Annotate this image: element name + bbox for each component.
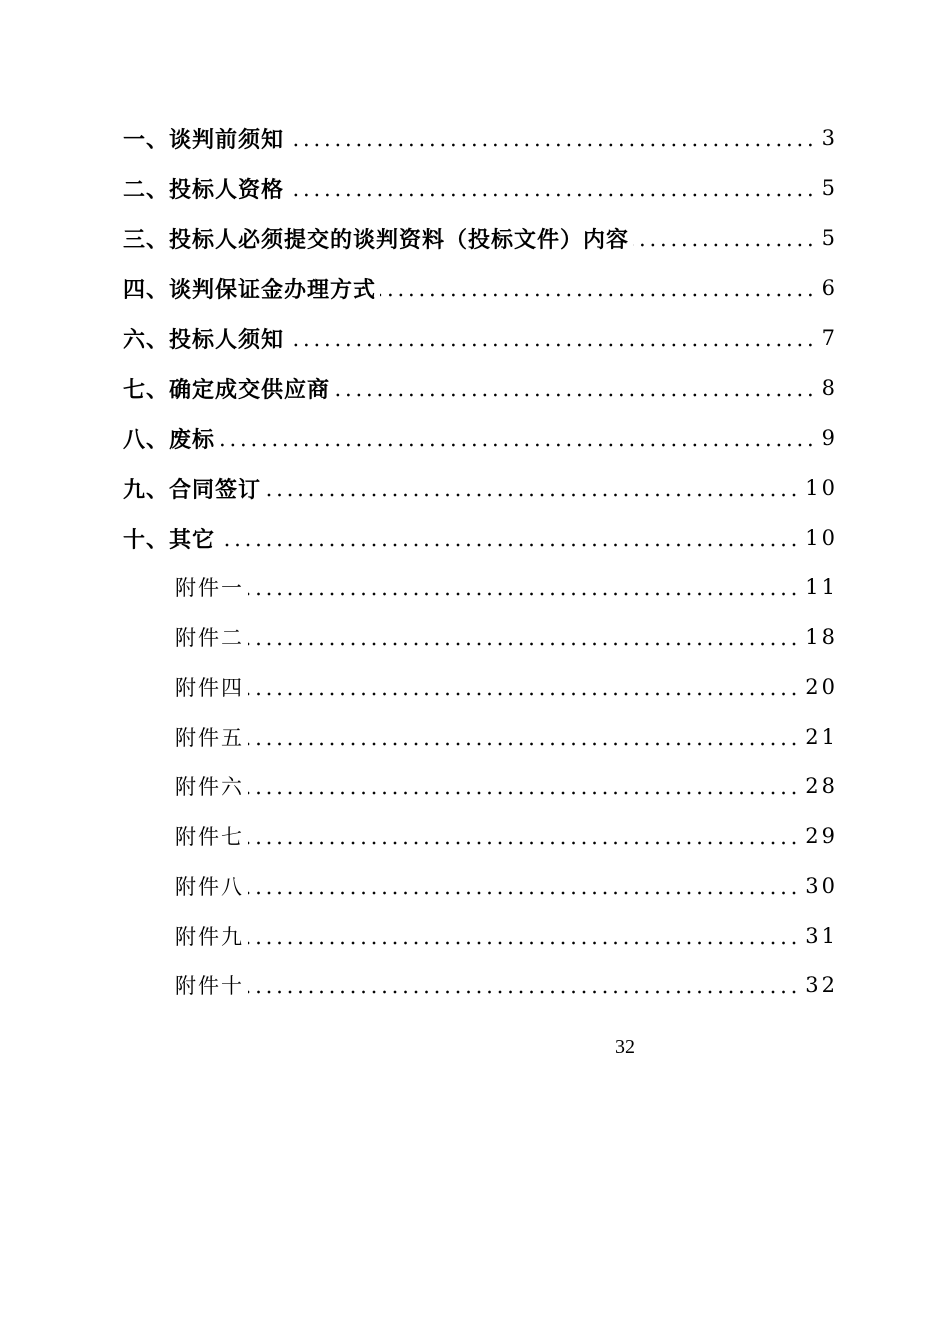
toc-dot-leader [248,642,799,646]
toc-dot-leader [288,143,816,147]
toc-dot-leader [248,891,799,895]
toc-entry-page: 18 [805,625,838,649]
toc-entry-title: 附件一 [175,576,244,600]
toc-dot-leader [288,343,816,347]
toc-entry[interactable] [123,320,838,356]
toc-dot-leader [248,841,799,845]
toc-entry-appendix[interactable] [175,569,838,605]
toc-dot-leader [380,293,816,297]
toc-entry-title: 九、合同签订 [123,477,262,503]
toc-entry-title: 附件八 [175,875,244,899]
toc-entry-title: 八、废标 [123,427,216,453]
toc-entry-page: 9 [821,426,838,450]
toc-entry-page: 31 [805,924,838,948]
toc-entry-page: 32 [805,973,838,997]
toc-dot-leader [219,443,816,447]
toc-entry-page: 6 [821,276,838,300]
toc-entry-title: 附件四 [175,676,244,700]
toc-entry-page: 10 [805,526,838,550]
toc-entry-title: 附件二 [175,626,244,650]
toc-dot-leader [248,990,799,994]
toc-entry-title: 二、投标人资格 [123,177,285,203]
toc-entry-title: 附件七 [175,825,244,849]
toc-entry-title: 三、投标人必须提交的谈判资料（投标文件）内容 [123,227,630,253]
toc-dot-leader [288,193,816,197]
toc-dot-leader [219,543,799,547]
toc-dot-leader [265,493,799,497]
toc-entry-page: 5 [821,226,838,250]
toc-entry[interactable] [123,520,838,556]
toc-entry-title: 附件五 [175,726,244,750]
toc-entry-appendix[interactable] [175,719,838,755]
toc-entry-appendix[interactable] [175,619,838,655]
toc-entry-title: 七、确定成交供应商 [123,377,331,403]
toc-entry-title: 十、其它 [123,527,216,553]
toc-entry-page: 30 [805,874,838,898]
toc-entry-page: 10 [805,476,838,500]
page-number: 32 [615,1036,635,1058]
toc-entry[interactable] [123,270,838,306]
toc-entry-appendix[interactable] [175,818,838,854]
toc-entry[interactable] [123,470,838,506]
toc-entry[interactable] [123,220,838,256]
toc-dot-leader [248,941,799,945]
toc-entry-page: 11 [805,575,838,599]
toc-entry-page: 20 [805,675,838,699]
toc-entry-title: 附件十 [175,974,244,998]
toc-dot-leader [248,742,799,746]
toc-entry-page: 5 [821,176,838,200]
toc-entry-page: 21 [805,725,838,749]
toc-entry-title: 四、谈判保证金办理方式 [123,277,377,303]
toc-dot-leader [334,393,816,397]
toc-entry-title: 附件六 [175,775,244,799]
toc-entry-title: 六、投标人须知 [123,327,285,353]
toc-entry-title: 一、谈判前须知 [123,127,285,153]
toc-entry-appendix[interactable] [175,918,838,954]
toc-entry-page: 8 [821,376,838,400]
toc-entry-appendix[interactable] [175,669,838,705]
toc-dot-leader [633,243,816,247]
toc-entry-page: 29 [805,824,838,848]
toc-entry-appendix[interactable] [175,967,838,1003]
toc-entry-page: 28 [805,774,838,798]
toc-entry-appendix[interactable] [175,868,838,904]
toc-entry[interactable] [123,170,838,206]
toc-entry-title: 附件九 [175,925,244,949]
toc-entry[interactable] [123,370,838,406]
toc-entry-page: 7 [821,326,838,350]
toc-entry[interactable] [123,420,838,456]
toc-entry-page: 3 [821,126,838,150]
toc-entry[interactable] [123,120,838,156]
toc-dot-leader [248,692,799,696]
toc-dot-leader [248,592,799,596]
toc-dot-leader [248,791,799,795]
toc-entry-appendix[interactable] [175,768,838,804]
